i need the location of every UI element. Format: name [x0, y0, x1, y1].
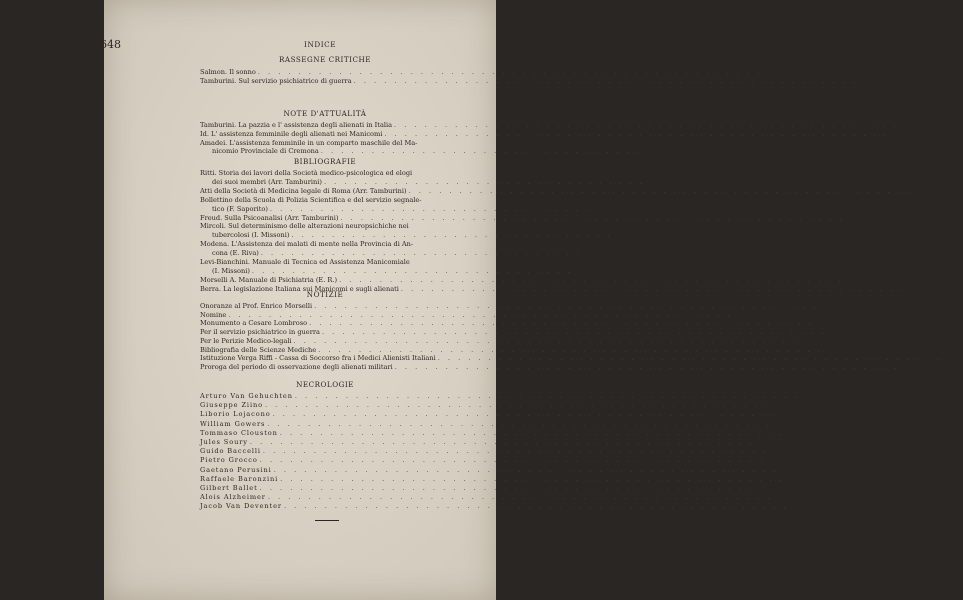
leader-dots	[436, 354, 943, 363]
closing-rule	[315, 520, 339, 521]
leader-dots	[337, 276, 844, 285]
entry-title: Tamburini. Sul servizio psichiatrico di guerra	[200, 77, 352, 85]
entry-title: Tommaso Clouston	[200, 428, 278, 437]
leader-dots	[258, 456, 765, 465]
leader-dots	[316, 346, 823, 355]
leader-dots	[289, 231, 612, 240]
entry-page: » 639	[901, 362, 920, 371]
index-entry	[200, 456, 785, 465]
entry-title: Bibliografia delle Scienze Mediche	[200, 345, 317, 354]
entry-page: » 221	[820, 302, 840, 310]
index-entry	[200, 258, 452, 267]
entry-page: » 643	[786, 474, 806, 483]
leader-dots	[278, 429, 785, 438]
leader-dots	[266, 493, 773, 502]
entry-title: Modena. L'Assistenza dei malati di mente nella Provincia di An-	[200, 240, 414, 249]
leader-dots	[382, 130, 889, 139]
entry-page: » 508	[800, 336, 819, 345]
leader-dots	[282, 502, 789, 511]
leader-dots	[322, 178, 645, 187]
entry-title: Istituzione Verga Riffi - Cassa di Soccorso fra i Medici Alienisti Italiani	[200, 354, 436, 363]
leader-dots	[407, 187, 914, 196]
index-entry	[200, 345, 844, 355]
index-entry	[200, 410, 798, 419]
section-bibliografie: BIBLIOGRAFIE	[293, 157, 357, 166]
index-entry	[200, 447, 789, 456]
index-entry	[200, 362, 920, 372]
index-entry	[200, 129, 910, 139]
index-entry	[212, 147, 663, 156]
section-notizie: NOTIZIE	[306, 290, 344, 299]
index-entry	[200, 354, 963, 363]
entry-page: » 512	[756, 438, 776, 446]
leader-dots	[278, 475, 785, 484]
entry-title: Ritti. Storia dei lavori della Società medico-psicologica ed elogi	[200, 169, 413, 177]
entry-title: Arturo Van Gehuchten	[200, 392, 293, 400]
entry-title: Gilbert Ballet	[200, 484, 258, 492]
index-entry	[212, 249, 603, 258]
entry-page: » 623	[900, 121, 920, 129]
entry-title: Jules Soury	[200, 438, 248, 446]
index-entry	[200, 222, 452, 231]
leader-dots	[226, 311, 733, 320]
entry-page: » 219	[583, 249, 603, 258]
index-entry	[200, 169, 452, 178]
index-entry	[200, 392, 821, 401]
leader-dots	[320, 328, 827, 337]
entry-title: Jacob Van Deventer	[200, 502, 282, 511]
entry-title: Berra. La legislazione Italiana sui Manicomi e sugli alienati	[200, 284, 399, 293]
entry-page: » 413	[773, 419, 793, 428]
running-title: INDICE	[304, 40, 337, 49]
leader-dots	[263, 401, 770, 410]
leader-dots	[272, 466, 779, 475]
leader-dots	[393, 363, 900, 372]
entry-title: Pietro Grocco	[200, 456, 258, 465]
entry-page: » 218	[846, 213, 866, 222]
entry-title: Morselli A. Manuale di Psichiatria (E. R.)	[200, 275, 338, 284]
entry-page: » 643	[766, 484, 785, 492]
leader-dots	[271, 410, 778, 419]
entry-title: Mircoli. Sul determinismo delle alterazioni neuropsichiche nei	[200, 222, 409, 231]
entry-title: Onoranze al Prof. Enrico Morselli	[200, 302, 313, 310]
entry-page: » 412	[815, 319, 835, 328]
section-rassegne-critiche: RASSEGNE CRITICHE	[278, 55, 372, 64]
index-entry	[200, 240, 452, 249]
entry-title: Salmon. Il sonno	[200, 68, 256, 76]
index-entry	[212, 266, 594, 276]
index-entry	[200, 77, 879, 86]
leader-dots	[259, 249, 582, 258]
index-entry	[200, 121, 920, 130]
index-entry	[200, 302, 840, 311]
entry-page: » 218	[614, 231, 634, 240]
entry-title: Liborio Lojacono	[200, 410, 271, 419]
leader-dots	[338, 214, 845, 223]
index-entry	[200, 310, 763, 320]
index-entry	[200, 493, 794, 502]
index-entry	[200, 319, 835, 328]
entry-title: Per le Perizie Medico-legali	[200, 336, 292, 345]
entry-page: » 635	[643, 147, 663, 156]
entry-page: » 634	[890, 129, 910, 138]
entry-page: » 642	[780, 465, 799, 474]
leader-dots	[261, 447, 768, 456]
entry-page: » 222	[801, 392, 821, 400]
entry-page: 221-637	[734, 310, 763, 319]
entry-title: Atti della Società di Medicina legale di Roma (Arr. Tamburini)	[200, 186, 407, 195]
entry-title: Monumento a Cesare Lombroso	[200, 319, 308, 328]
index-entry	[200, 284, 927, 294]
leader-dots	[256, 68, 763, 77]
index-entry	[200, 213, 866, 223]
leader-dots	[293, 392, 800, 401]
entry-title: tico (F. Saporito)	[212, 204, 268, 213]
entry-title: Proroga del periodo di osservazione degli alienati militari	[200, 362, 393, 371]
entry-title: Tamburini. La pazzia e l' assistenza degli alienati in Italia	[200, 121, 393, 129]
entry-page: » 217	[592, 204, 612, 213]
index-entry	[200, 502, 810, 511]
index-entry	[200, 474, 806, 484]
entry-title: nicomio Provinciale di Cremona	[212, 147, 319, 156]
leader-dots	[392, 121, 899, 130]
index-entry	[200, 196, 452, 205]
leader-dots	[319, 147, 642, 156]
entry-page: » 512	[786, 428, 805, 437]
page-number: 648	[100, 38, 121, 51]
entry-page: » 216	[647, 177, 666, 186]
leader-dots	[352, 77, 859, 86]
entry-title: Alois Alzheimer	[200, 493, 266, 502]
entry-page: » 223	[771, 401, 791, 410]
index-entry	[200, 484, 785, 493]
entry-page: » 216	[915, 186, 934, 195]
entry-page: » 641	[769, 447, 789, 456]
index-entry	[200, 68, 794, 77]
index-entry	[200, 275, 865, 285]
entry-title: Amadei. L'assistenza femminile in un comparto maschile del Ma-	[200, 138, 418, 147]
index-entry	[200, 328, 848, 337]
entry-page: » 220	[574, 266, 594, 275]
section-note-attualita: NOTE D'ATTUALITÀ	[283, 109, 367, 118]
leader-dots	[248, 438, 755, 447]
leader-dots	[292, 337, 799, 346]
entry-page: » 637	[824, 345, 844, 354]
index-entry	[200, 428, 805, 438]
index-entry	[200, 465, 799, 475]
entry-title: Raffaele Baronzini	[200, 474, 279, 483]
entry-page: » 641	[766, 456, 785, 465]
entry-title: Bollettino della Scuola di Polizia Scientifica e del servizio segnale-	[200, 195, 422, 204]
leader-dots	[258, 484, 765, 493]
entry-title: Guido Baccelli	[200, 447, 261, 456]
leader-dots	[250, 267, 573, 276]
index-entry	[212, 204, 612, 214]
entry-title: cona (E. Riva)	[212, 249, 259, 258]
entry-title: Giuseppe Ziino	[200, 401, 263, 410]
entry-page: » 644	[774, 493, 794, 502]
entry-title: Levi-Bianchini. Manuale di Tecnica ed Assistenza Manicomiale	[200, 258, 410, 266]
entry-page: » 500	[860, 77, 879, 85]
index-entry	[212, 177, 666, 187]
entry-title: Id. L' assistenza femminile degli alienati nei Manicomi	[200, 129, 383, 138]
leader-dots	[312, 302, 819, 311]
index-entry	[200, 401, 791, 410]
entry-title: Nomine	[200, 310, 227, 319]
entry-title: Gaetano Perusini	[200, 465, 272, 474]
index-entry	[212, 231, 634, 240]
index-entry	[200, 438, 776, 447]
index-entry	[200, 139, 452, 148]
leader-dots	[268, 205, 591, 214]
index-entry	[200, 336, 819, 346]
section-necrologie: NECROLOGIE	[296, 380, 354, 389]
entry-page: » 645	[790, 502, 810, 511]
entry-page: » 412	[828, 328, 848, 337]
entry-title: tubercolosi (I. Missoni)	[212, 231, 290, 240]
index-entry	[200, 419, 793, 429]
entry-title: dei suoi membri (Arr. Tamburini)	[212, 177, 322, 186]
entry-title: (I. Missoni)	[212, 266, 250, 275]
index-entry	[200, 186, 934, 196]
entry-page: » 637	[944, 354, 963, 363]
leader-dots	[307, 319, 814, 328]
entry-page: » 507	[907, 284, 927, 293]
entry-title: William Gowers	[200, 419, 266, 428]
leader-dots	[265, 420, 772, 429]
entry-page: » 411	[845, 275, 865, 284]
entry-page: » 224	[779, 410, 798, 419]
entry-title: Per il servizio psichiatrico in guerra	[200, 328, 320, 337]
entry-title: Freud. Sulla Psicoanalisi (Arr. Tamburini)	[200, 213, 339, 222]
leader-dots	[399, 285, 906, 294]
entry-page: Pag. 297	[764, 68, 794, 76]
